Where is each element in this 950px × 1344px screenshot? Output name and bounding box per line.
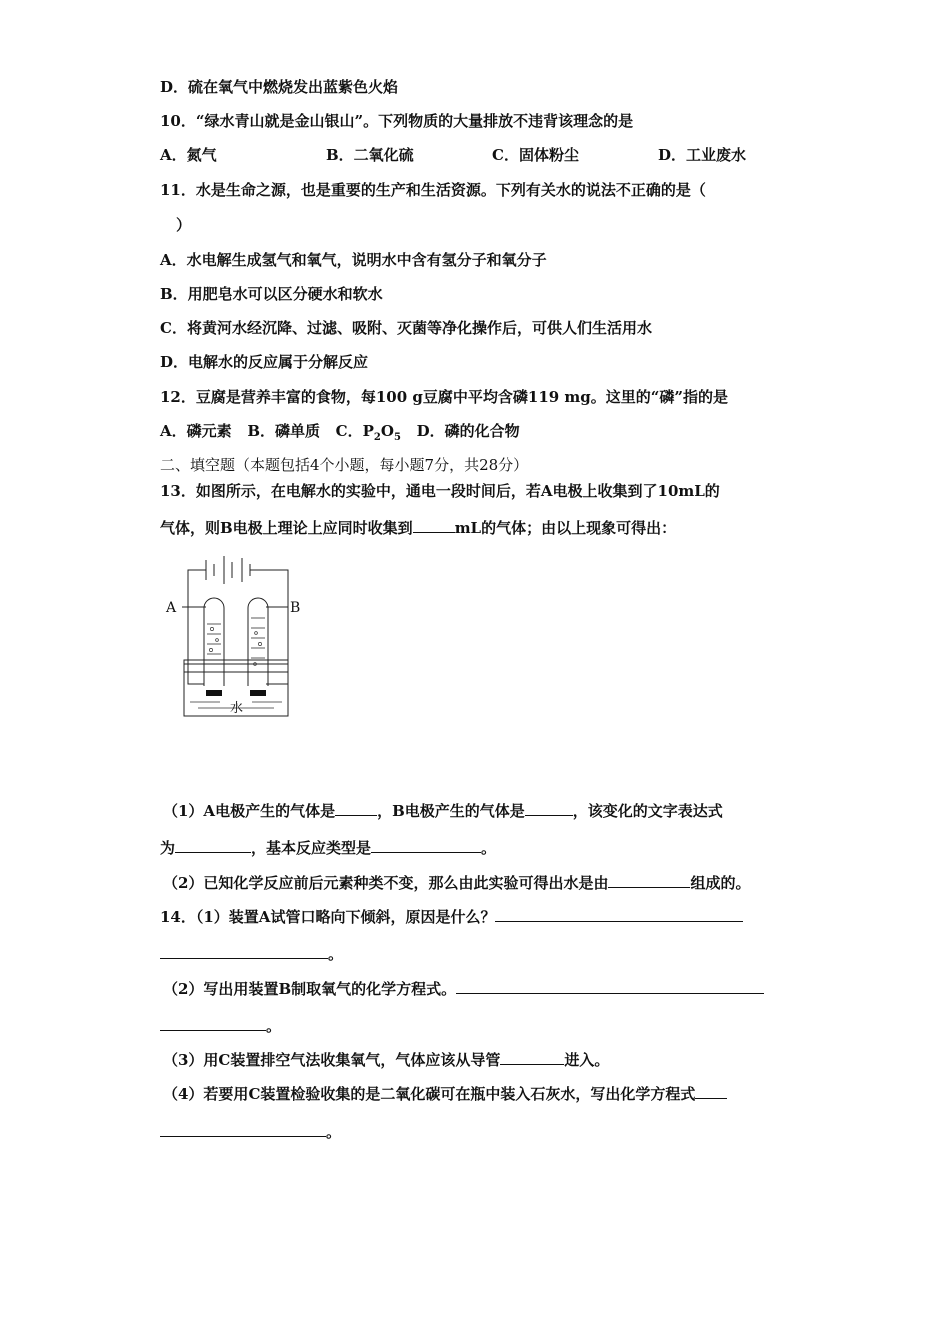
answer-blank[interactable] xyxy=(695,1084,727,1099)
q14-part1: 14．（1）装置A试管口略向下倾斜，原因是什么？ xyxy=(160,907,743,927)
q13-part1-line1: （1）A电极产生的气体是 ，B电极产生的气体是 ，该变化的文字表达式 xyxy=(163,802,723,820)
answer-blank[interactable] xyxy=(160,1016,266,1031)
q13-part2: （2）已知化学反应前后元素种类不变，那么由此实验可得出水是由 组成的。 xyxy=(163,874,751,892)
q14-part4: （4）若要用C装置检验收集的是二氧化碳可在瓶中装入石灰水，写出化学方程式 xyxy=(163,1084,727,1104)
answer-blank[interactable] xyxy=(160,944,328,959)
answer-blank[interactable] xyxy=(500,1050,564,1065)
q10-stem: 10．“绿水青山就是金山银山”。下列物质的大量排放不违背该理念的是 xyxy=(160,112,634,130)
answer-blank[interactable] xyxy=(608,873,690,888)
q11-option-b: B．用肥皂水可以区分硬水和软水 xyxy=(160,285,383,303)
electrode-label-a: A xyxy=(166,600,177,616)
answer-blank[interactable] xyxy=(160,1122,326,1137)
electrolysis-figure xyxy=(162,552,302,722)
answer-blank[interactable] xyxy=(371,838,481,853)
q12-option-c: C．$P_2O_5$ xyxy=(335,422,401,443)
q11-option-c: C．将黄河水经沉降、过滤、吸附、灭菌等净化操作后，可供人们生活用水 xyxy=(160,319,652,337)
q11-stem: 11．水是生命之源，也是重要的生产和生活资源。下列有关水的说法不正确的是（ xyxy=(160,181,706,199)
q11-option-a: A．水电解生成氢气和氧气，说明水中含有氢分子和氧分子 xyxy=(160,251,547,269)
q14-part4-cont: 。 xyxy=(160,1122,341,1142)
q10-option-b: B．二氧化硫 xyxy=(326,146,414,164)
q12-option-b: B．磷单质 xyxy=(247,422,320,440)
section-title: 二、填空题（本题包括4个小题，每小题7分，共28分） xyxy=(160,456,529,474)
answer-blank[interactable] xyxy=(335,801,377,816)
q14-part2-cont: 。 xyxy=(160,1016,281,1036)
q12-options xyxy=(160,421,520,448)
q14-part1-cont: 。 xyxy=(160,944,343,964)
q10-option-d: D．工业废水 xyxy=(658,146,747,164)
q9-option-d: D．硫在氧气中燃烧发出蓝紫色火焰 xyxy=(160,78,399,96)
electrode-label-b: B xyxy=(290,600,301,616)
answer-blank[interactable] xyxy=(495,907,743,922)
q12-option-d: D．磷的化合物 xyxy=(416,422,520,440)
answer-blank[interactable] xyxy=(175,838,251,853)
q10-option-a: A．氮气 xyxy=(160,146,217,164)
q10-options xyxy=(160,145,746,165)
q13-line2: 气体，则B电极上理论上应同时收集到 mL的气体；由以上现象可得出： xyxy=(160,519,677,537)
water-label: 水 xyxy=(230,701,244,716)
q14-part2: （2）写出用装置B制取氧气的化学方程式。 xyxy=(163,979,764,999)
answer-blank[interactable] xyxy=(525,801,573,816)
q12-stem: 12．豆腐是营养丰富的食物，每100 g豆腐中平均含磷119 mg。这里的“磷”指的是 xyxy=(160,388,729,406)
q10-option-c: C．固体粉尘 xyxy=(492,146,579,164)
answer-blank[interactable] xyxy=(456,979,764,994)
q14-part3: （3）用C装置排空气法收集氧气，气体应该从导管 进入。 xyxy=(163,1051,610,1069)
q13-line1: 13．如图所示，在电解水的实验中，通电一段时间后，若A电极上收集到了10mL的 xyxy=(160,482,720,500)
answer-blank[interactable] xyxy=(413,518,455,533)
q11-option-d: D．电解水的反应属于分解反应 xyxy=(160,353,369,371)
q13-part1-line2: 为 ，基本反应类型是 。 xyxy=(160,839,497,857)
q12-option-a: A．磷元素 xyxy=(160,422,232,440)
q11-stem-end: ） xyxy=(176,216,192,234)
